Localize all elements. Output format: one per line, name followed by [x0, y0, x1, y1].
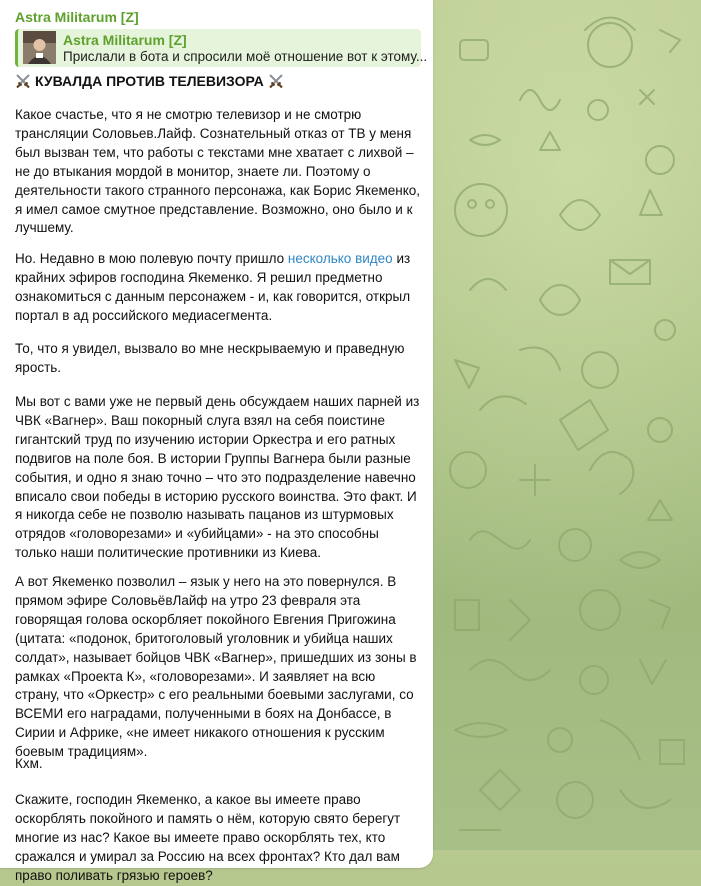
reply-author: Astra Militarum [Z] — [63, 32, 187, 48]
reply-preview[interactable] — [15, 29, 428, 67]
headline-text: КУВАЛДА ПРОТИВ ТЕЛЕВИЗОРА — [35, 73, 264, 89]
paragraph-2-text-start: Но. Недавно в мою полевую почту пришло — [15, 251, 288, 266]
channel-name[interactable]: Astra Militarum [Z] — [15, 9, 139, 25]
video-link[interactable]: несколько видео — [287, 251, 393, 266]
crossed-swords-icon — [15, 73, 31, 89]
paragraph-5: А вот Якеменко позволил – язык у него на это повернулся. В прямом эфире СоловьёвЛайф на утро 23 февраля эта говорящая голова оскорбляет покойного Евгения Пригожина (цитата: «подонок, бритоголовый уголовник и убийца наших солдат», называет бойцов ЧВК «Вагнер», пришедших из зоны в рамках «Проекта К», «головорезами». И заявляет на всю страну, что «Оркестр» с его реальными боевыми заслугами, со ВСЕМИ его наградами, полученными в боях на Донбассе, в Сирии и Африке, «не имеет никакого отношения к русским боевым традициям». — [15, 574, 417, 760]
person-thumbnail-icon — [23, 31, 56, 64]
reply-thumbnail — [23, 31, 56, 64]
message-headline — [15, 72, 284, 90]
paragraph-1: Какое счастье, что я не смотрю телевизор и не смотрю трансляции Соловьев.Лайф. Сознательный отказ от ТВ у меня был вызван тем, что работы с текстами мне хватает с лихвой – не до втыкания мордой в монитор, знаете ли. Поэтому о деятельности такого странного персонажа, как Борис Якеменко, я имел самое смутное представление. Возможно, оно было и к лучшему. — [15, 107, 421, 236]
paragraph-3: То, что я увидел, вызвало во мне нескрываемую и праведную ярость. — [15, 341, 405, 375]
paragraph-2-text-end: из крайних эфиров господина Якеменко. Я решил предметно ознакомиться с данным персонажем - и, как говорится, открыл портал в ад российского медиасегмента. — [15, 251, 411, 323]
paragraph-2 — [15, 250, 423, 326]
crossed-swords-icon — [268, 73, 284, 89]
paragraph-4: Мы вот с вами уже не первый день обсуждаем наших парней из ЧВК «Вагнер». Ваш покорный слуга взял на себя поистине гигантский труд по изучению истории Оркестра и его ратных подвигов на поле боя. В истории Группы Вагнера были разные события, и одно я знаю точно – что это подразделение навечно вписало свои победы в историю русского воинства. Это факт. И я никогда себе не позволю называть пацанов из штурмовых отрядов «головорезами» и «убийцами» - на это способны только наши политические противники из Киева. — [15, 394, 420, 561]
paragraph-6: Кхм. — [15, 756, 43, 771]
paragraph-7: Скажите, господин Якеменко, а какое вы имеете право оскорблять покойного и память о нём, которую свято берегут многие из нас? Какое вы имеете право оскорблять тех, кто сражался и умирал за Россию на всех фронтах? Кто дал вам право поливать грязью героев? — [15, 792, 401, 883]
reply-text: Прислали в бота и спросили моё отношение вот к этому... — [63, 49, 428, 64]
